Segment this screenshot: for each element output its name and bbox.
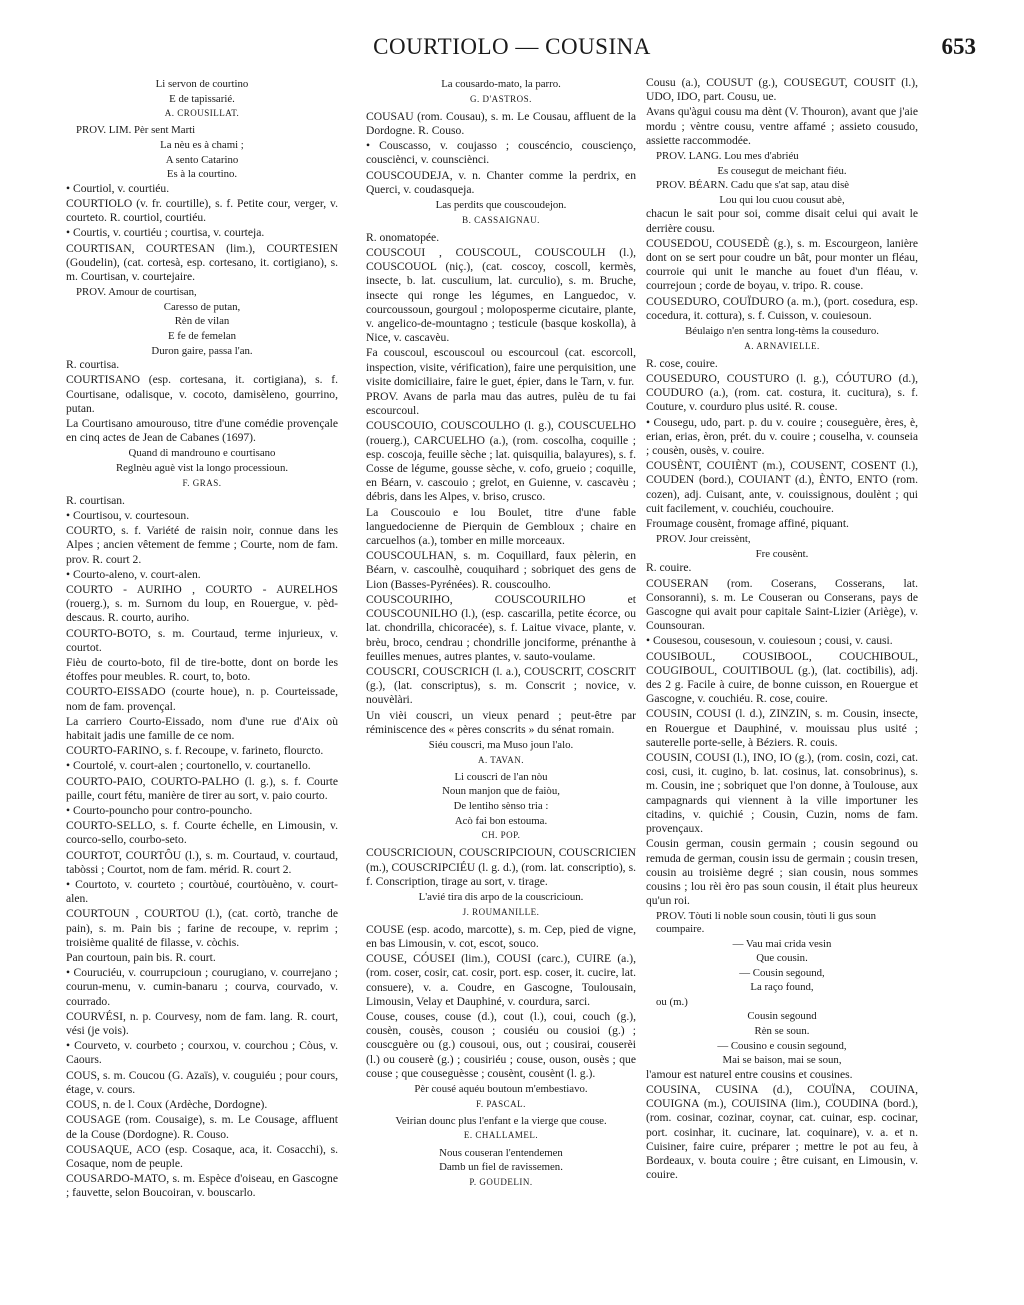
dictionary-entry: R. couire.	[646, 561, 692, 575]
quotation-line: Duron gaire, passa l'an.	[151, 344, 253, 357]
citation-source: A. CROUSILLAT.	[164, 108, 240, 119]
dictionary-entry: COUSCOUDEJA, v. n. Chanter comme la perdrix, en Querci, v. coudasqueja.	[366, 168, 636, 196]
dictionary-entry: R. courtisan.	[66, 493, 125, 507]
dictionary-entry: COUSAQUE, ACO (esp. Cosaque, aca, it. Cosacchi), s. Cosaque, nom de peuple.	[66, 1142, 338, 1170]
dictionary-entry: COUSEDURO, COUÏDURO (a. m.), (port. cosedura, esp. cocedura, it. cottura), s. f. Cuisson, v. couiesoun.	[646, 294, 918, 322]
quotation-line: Caresso de putan,	[163, 300, 241, 313]
dictionary-entry: COUSIBOUL, COUSIBOOL, COUCHIBOUL, COUGIBOUL, COUITIBOUL (g.), (lat. coctibilis), adj. des 2 g. Facile à cuire, de bonne cuisson, en Rouergue et Gascogne, v. couchiéu. R. cose, couire.	[646, 649, 918, 706]
dictionary-entry: Un vièi couscri, un vieux penard ; peut-être par réminiscence des « pères conscrits » du sénat romain.	[366, 708, 636, 736]
dictionary-entry: • Courtisou, v. courtesoun.	[66, 508, 190, 522]
citation-source: E. CHALLAMEL.	[463, 1130, 539, 1141]
quotation-line: Rèn de vilan	[174, 315, 230, 328]
dictionary-entry: COURTISAN, COURTESAN (lim.), COURTESIEN (Goudelin), (cat. cortesà, esp. cortesano, it. cortigiano), s. m. Courtisan, v. courtejaire.	[66, 241, 338, 283]
quotation-line: PROV. Jour creissènt,	[656, 533, 751, 546]
dictionary-entry: COURTO-SELLO, s. f. Courte échelle, en Limousin, v. courco-sello, courbo-seto.	[66, 819, 338, 847]
dictionary-entry: COURTOT, COURTÔU (l.), s. m. Courtaud, v. courtaud, tabòssi ; Courtot, nom de fam. mérid. R. court 2.	[66, 848, 338, 876]
dictionary-entry: Cousu (a.), COUSUT (g.), COUSEGUT, COUSIT (l.), UDO, IDO, part. Cousu, ue.	[646, 76, 918, 104]
quotation-line: PROV. LIM. Pèr sent Marti	[76, 124, 196, 137]
dictionary-entry: COURTO, s. f. Variété de raisin noir, connue dans les Alpes ; ancien vêtement de femme ; Courte, nom de fam. prov. R. court 2.	[66, 524, 338, 566]
dictionary-entry: Avans qu'àgui cousu ma dènt (V. Thouron), avant que j'aie mordu ; vèntre cousu, ventre affamé ; assieto cousudo, assiette raccommodée.	[646, 105, 918, 147]
quotation-line: A sento Catarino	[165, 153, 239, 166]
citation-source: CH. POP.	[481, 830, 521, 841]
dictionary-entry: COUSÈNT, COUIÈNT (m.), COUSENT, COSENT (l.), COUDEN (bord.), COUIANT (d.), ÈNTO, ENTO (rom. cozen), adj. Cuisant, ante, v. couissignous, doulènt ; qui cuit facilement, v. couchiéu, couchouire.	[646, 459, 918, 515]
dictionary-entry: COURTO-PAIO, COURTO-PALHO (l. g.), s. f. Courte paille, court fétu, manière de tirer au sort, v. paio courto.	[66, 774, 338, 802]
dictionary-entry: • Cousegu, udo, part. p. du v. couire ; couseguère, ères, è, erian, erias, èron, prét. du v. couire ; couselha, v. counseia ; cousèn, ousès, v. couire.	[646, 415, 918, 458]
quotation-line: La cousardo-mato, la parro.	[441, 78, 561, 90]
quotation-line: ou (m.)	[656, 995, 688, 1008]
dictionary-entry: COUSCRICIOUN, COUSCRIPCIOUN, COUSCRICIEN (m.), COUSCRIPCIÉU (l. g. d.), (rom. lat. conscriptio), s. f. Conscription, tirage au sort, v. tirage.	[366, 846, 636, 888]
dictionary-entry: • Courtis, v. courtiéu ; courtisa, v. courteja.	[66, 226, 265, 240]
citation-source: J. ROUMANILLE.	[462, 906, 540, 917]
dictionary-entry: R. cose, couire.	[646, 356, 718, 370]
dictionary-entry: COURTOUN , COURTOU (l.), (cat. cortò, tranche de pain), s. m. Pain bis ; farine de recoupe, v. reprim ; troisième qualité de filasse, v. còchis.	[66, 907, 338, 949]
dictionary-entry: R. courtisa.	[66, 358, 120, 372]
dictionary-entry: Fa couscoul, escouscoul ou escourcoul (cat. escorcoll, inspection, visite, vérification), faire une perquisition, une visite domiciliaire, faire le guet, épier, dans le Tarn, v. fur.	[366, 346, 636, 388]
quotation-line: Es à la courtino.	[166, 168, 238, 181]
dictionary-entry: COUSCOURIHO, COUSCOURILHO et COUSCOUNILHO (l.), (esp. cascarilla, petite écorce, ou lat. chondrilla, chicoracée), s. f. Laitue vivace, plante, v. brèu, broco, cendrau ; chondrille jonciforme, prénanthe à feuilles menues, autres plantes, v. sauto-voulame.	[366, 592, 636, 663]
quotation-line: La raço found,	[750, 981, 814, 994]
dictionary-entry: Couse, couses, couse (d.), cout (l.), coui, couch (g.), cousèn, cousès, couson ; cousiéu ou cousioi (g.) ; couscguère ou (g.) cousoui, ous, out ; cousirai, couserèi (l.) ou couserè (g.) ; cousiriéu ; couse, ouson, ousès ; que couse ; que couseguèsse ; cousènt, cousènt (l. g.).	[366, 1009, 636, 1080]
dictionary-entry: COUSE (esp. acodo, marcotte), s. m. Cep, pied de vigne, en bas Limousin, v. cot, escot, souco.	[366, 922, 636, 950]
dictionary-entry: COUSIN, COUSI (l.), INO, IO (g.), (rom. cosin, cozi, cat. cosi, cusi, it. cugino, b. lat. cosinus, lat. consobrinus), s. m. Cousin, ine ; sobriquet que l'on donne, à Toulouse, aux campagnards qui viennent à la ville importuner les citadins, v. quichié ; Cousin, Cuzin, noms de fam. provençaux.	[646, 751, 918, 836]
column-1	[66, 76, 338, 1298]
page-number: 653	[941, 34, 976, 59]
dictionary-entry: COUSEDOU, COUSEDÈ (g.), s. m. Escourgeon, lanière dont on se sert pour coudre un bât, pour monter un fléau, courroie qui unit le manche au fouet d'un fléau, v. courrejoun ; corde de boyau, v. tripo. R. couse.	[646, 236, 918, 293]
citation-source: G. D'ASTROS.	[470, 93, 532, 104]
dictionary-entry: COURVÉSI, n. p. Courvesy, nom de fam. lang. R. court, vési (je vois).	[66, 1009, 338, 1038]
dictionary-entry: COURTIOLO (v. fr. courtille), s. f. Petite cour, verger, v. courteto. R. courtiol, courtiéu.	[66, 196, 338, 225]
dictionary-entry: • Courto-aleno, v. court-alen.	[66, 567, 201, 581]
dictionary-entry: COUSINA, CUSINA (d.), COUÏNA, COUINA, COUIGNA (m.), COUISINA (lim.), COUDINA (bord.), (rom. cosinar, cozinar, coynar, cat. cuinar, esp. cocinar, port. cosinhar, it. cucinare, lat. coquinare), v. a. et n. Cuisiner, faire cuire, préparer ; mettre le pot au feu, à Bordeaux, v. bouta couire ; être cuisant, en Limousin, v. couire.	[646, 1083, 918, 1182]
quotation-line: Quand di mandrouno e courtisano	[128, 447, 276, 460]
dictionary-entry: COUSCOUIO, COUSCOULHO (l. g.), COUSCUELHO (rouerg.), CARCUELHO (a.), (rom. coscolha, coquille ; esp. coscoja, feuille sèche ; lat. quisquilia, balayures), s. f. Cosse de légume, gousse sèche, v. cofo, grueio ; coquille, en Béarn, v. cascouio ; grelot, en Guienne, v. cascavèu ; débris, dans les Alpes, v. briso, crusco.	[366, 419, 636, 504]
quotation-line: De lentiho sènso tria :	[453, 799, 549, 812]
dictionary-entry: COUSCOUI , COUSCOUL, COUSCOULH (l.), COUSCOUOL (niç.), (cat. coscoy, coscoll, kermès, insecte, b. lat. cusculium, lat. curculio), s. m. Bruche, insecte qui ronge les légumes, en Languedoc, v. courcoussoun, gourgoul ; moloposperme cicutaire, plante, v. angelico-de-mountagno ; testicule (basque koskolla), à Nice, v. cascavèu.	[366, 246, 636, 345]
dictionary-entry: La Courtisano amourouso, titre d'une comédie provençale en cinq actes de Jean de Cabanes (1697).	[66, 416, 338, 445]
dictionary-entry: • Courveto, v. courbeto ; courxou, v. courchou ; Còus, v. Caours.	[66, 1039, 338, 1067]
quotation-line: — Cousino e cousin segound,	[717, 1039, 847, 1052]
dictionary-entry: • Courtiol, v. courtiéu.	[66, 181, 170, 195]
dictionary-entry: • Courtolé, v. court-alen ; courtonello, v. courtanello.	[66, 759, 311, 773]
quotation-line: E de tapissarié.	[169, 92, 235, 105]
quotation-line: PROV. LANG. Lou mes d'abriéu	[656, 150, 799, 163]
dictionary-entry: • Courtoto, v. courteto ; courtòué, courtòuèno, v. court-alen.	[66, 878, 338, 906]
quotation-line: Béulaigo n'en sentra long-tèms la couseduro.	[685, 325, 879, 338]
quotation-line: Veirian dounc plus l'enfant e la vierge que couse.	[395, 1114, 607, 1127]
quotation-line: E fe de femelan	[167, 329, 237, 342]
dictionary-entry: COUSCOULHAN, s. m. Coquillard, faux pèlerin, en Béarn, v. cascoulhè, couquihard ; sobriquet des gens de Lion (Basses-Pyrénées). R. couscoulho.	[366, 549, 636, 591]
quotation-line: PROV. Tòuti li noble soun cousin, tòuti li gus soun coumpaire.	[656, 910, 877, 935]
quotation-line: — Vau mai crida vesin	[732, 937, 832, 950]
dictionary-entry: Cousin german, cousin germain ; cousin segound ou remuda de german, cousin issu de germain ; cousin tresen, cousin au troisième degré ; sian cousin, nous sommes cousins ; lou rèi èro pas soun cousin, il était plus heureux qu'un roi.	[646, 837, 918, 908]
quotation-line: Pèr cousé aquéu boutoun m'embestiavo.	[414, 1082, 588, 1095]
dictionary-entry: COUSAGE (rom. Cousaige), s. m. Le Cousage, affluent de la Couse (Dordogne). R. Couso.	[66, 1113, 338, 1141]
dictionary-entry: Fièu de courto-boto, fil de tire-botte, dont on borde les étoffes pour meubles. R. court, to, boto.	[66, 656, 338, 684]
dictionary-entry: COUSARDO-MATO, s. m. Espèce d'oiseau, en Gascogne ; fauvette, selon Boucoiran, v. bouscarlo.	[66, 1172, 338, 1200]
dictionary-entry: • Courto-pouncho pour contro-pouncho.	[66, 804, 253, 818]
dictionary-entry: COUSEDURO, COUSTURO (l. g.), CÓUTURO (d.), COUDURO (a.), (rom. cat. costura, it. cucitura), s. f. Couture, v. courduro plus usité. R. couse.	[646, 372, 918, 414]
dictionary-entry: Pan courtoun, pain bis. R. court.	[66, 951, 216, 965]
quotation-line: — Cousin segound,	[739, 966, 825, 979]
dictionary-entry: • Cousesou, cousesoun, v. couiesoun ; cousi, v. causi.	[646, 634, 893, 648]
dictionary-entry: COURTO-FARINO, s. f. Recoupe, v. farineto, flourcto.	[66, 744, 324, 758]
citation-source: F. GRAS.	[182, 477, 222, 488]
dictionary-entry: COURTISANO (esp. cortesana, it. cortigiana), s. f. Courtisane, odalisque, v. cocoto, damisèleno, gourrino, putan.	[66, 373, 338, 415]
quotation-line: PROV. BÉARN. Cadu que s'at sap, atau disè	[656, 179, 850, 192]
dictionary-entry: COUSAU (rom. Cousau), s. m. Le Cousau, affluent de la Dordogne. R. Couso.	[366, 109, 636, 137]
quotation-line: La nèu es à chami ;	[160, 138, 244, 151]
quotation-line: Cousin segound	[747, 1010, 817, 1023]
dictionary-entry: COURTO - AURIHO , COURTO - AURELHOS (rouerg.), s. m. Surnom du loup, en Rouergue, v. pèd-descaus. R. courto, auriho.	[66, 582, 338, 625]
quotation-line: Damb un fiel de ravissemen.	[439, 1161, 563, 1174]
dictionary-entry: COUS, n. de l. Coux (Ardèche, Dordogne).	[66, 1098, 268, 1112]
quotation-line: Li servon de courtino	[155, 78, 249, 90]
dictionary-entry: COUSIN, COUSI (l. d.), ZINZIN, s. m. Cousin, insecte, en Rouergue et Dauphiné, v. mouissau plus usité ; sauterelle porte-selle, à Béziers. R. couis.	[646, 707, 918, 749]
dictionary-entry: l'amour est naturel entre cousins et cousines.	[646, 1067, 853, 1081]
quotation-line: Lou qui lou cuou cousut abè,	[719, 193, 845, 206]
dictionary-entry: chacun le sait pour soi, comme disait celui qui avait le derrière cousu.	[646, 207, 918, 235]
column-2	[366, 76, 636, 1298]
citation-source: F. PASCAL.	[476, 1098, 526, 1109]
quotation-line: Li couscri de l'an nòu	[454, 770, 548, 783]
dictionary-entry: Froumage cousènt, fromage affiné, piquant.	[646, 517, 849, 531]
quotation-line: Fre cousènt.	[755, 547, 809, 560]
dictionary-entry: R. onomatopée.	[366, 230, 440, 244]
citation-source: A. ARNAVIELLE.	[744, 340, 820, 351]
dictionary-entry: COUS, s. m. Coucou (G. Azaïs), v. couguiéu ; pour cours, étage, v. cours.	[66, 1068, 338, 1096]
page-header	[0, 28, 1024, 68]
dictionary-entry: COUSCRI, COUSCRICH (l. a.), COUSCRIT, COSCRIT (g.), (lat. conscriptus), s. m. Conscrit ; novice, v. nouvèlàri.	[366, 664, 636, 707]
dictionary-entry: PROV. Avans de parla mau das autres, pulèu de tu fai escourcoul.	[366, 390, 636, 418]
dictionary-entry: La Couscouio e lou Boulet, titre d'une fable languedocienne de Pierquin de Gembloux ; chaire en carcuelhos (a.), tomber en mille morceaux.	[366, 505, 636, 548]
citation-source: P. GOUDELIN.	[469, 1176, 533, 1187]
quotation-line: L'avié tira dis arpo de la couscricioun.	[418, 890, 584, 903]
dictionary-entry: COURTO-BOTO, s. m. Courtaud, terme injurieux, v. courtot.	[66, 626, 338, 654]
dictionary-entry: COUSERAN (rom. Coserans, Cosserans, lat. Consoranni), s. m. Le Couseran ou Conserans, pays de Gascogne qui avait pour capitale Saint-Lizier (Ariège), v. Counsouran.	[646, 576, 918, 633]
quotation-line: PROV. Amour de courtisan,	[76, 286, 197, 299]
quotation-line: Que cousin.	[756, 952, 808, 965]
quotation-line: Mai se baison, mai se soun,	[722, 1054, 842, 1067]
quotation-line: Es cousegut de meichant fiéu.	[717, 164, 847, 177]
quotation-line: Rèn se soun.	[754, 1025, 810, 1038]
dictionary-entry: La carriero Courto-Eissado, nom d'une rue d'Aix où habitait jadis une famille de ce nom.	[66, 714, 338, 743]
quotation-line: Reglnèu aguè vist la longo processioun.	[115, 461, 289, 474]
citation-source: B. CASSAIGNAU.	[462, 214, 540, 225]
quotation-line: Siéu couscri, ma Muso joun l'alo.	[428, 738, 574, 751]
dictionary-entry: • Couruciéu, v. courrupcioun ; courugiano, v. courrejano ; courun-menu, v. cumin-banaru ; courva, courvado, v. courrado.	[66, 966, 338, 1008]
dictionary-entry: • Couscasso, v. coujasso ; couscéncio, couscienço, cousciènci, v. counsciènci.	[366, 139, 636, 167]
quotation-line: Acò fai bon estouma.	[454, 814, 548, 827]
citation-source: A. TAVAN.	[477, 754, 525, 765]
page-title: COURTIOLO — COUSINA	[373, 34, 651, 59]
quotation-line: Nous couseran l'entendemen	[439, 1146, 563, 1159]
dictionary-entry: COURTO-EISSADO (courte houe), n. p. Courteissade, nom de fam. provençal.	[66, 685, 338, 713]
quotation-line: Las perdits que couscoudejon.	[435, 199, 567, 212]
dictionary-entry: COUSE, CÓUSEI (lim.), COUSI (carc.), CUIRE (a.), (rom. coser, cosir, cat. cosir, port. esp. coser, it. cucire, lat. consuere), v. a. Coudre, en Gascogne, Toulousain, Limousin, Velay et Dauphiné, v. courdura, sarci.	[366, 952, 636, 1008]
quotation-line: Noun manjon que de faiòu,	[442, 785, 560, 798]
column-3	[646, 76, 918, 1298]
